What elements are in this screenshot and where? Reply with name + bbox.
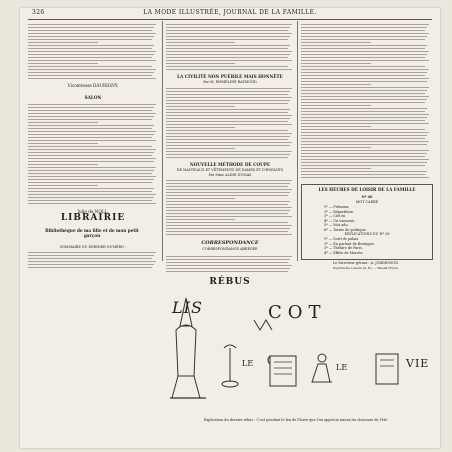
text-line [28,128,152,129]
salon-title: SALON [84,95,102,100]
text-line [28,158,156,159]
text-line [301,102,425,103]
rebus-left-text: LIS [172,298,203,317]
text-line [28,125,154,126]
text-line [28,149,156,150]
text-line [301,171,427,172]
text-line [166,265,292,266]
text-line [28,252,156,253]
text-line [301,135,427,136]
text-line [28,179,154,180]
puzzle-item: 5º — Mot ado. [324,223,349,227]
text-line [28,104,156,105]
puzzle-item: 3º — Théâtre de Paris. [324,246,363,250]
text-line [28,143,98,144]
text-line [166,213,288,214]
column-divider-2 [297,21,298,261]
explication-title: EXPLICATIONS DU Nº 38 [344,232,390,236]
puzzle-item: 3º — Ciel en [324,214,346,218]
text-line [166,121,288,122]
text-line [166,198,235,199]
puzzle-item: 2º — En parlant de Bretagne. [324,241,375,246]
text-line [301,156,425,157]
header-rule [28,19,432,20]
text-line [301,90,427,91]
text-line [166,57,288,58]
text-line [28,264,154,265]
text-line [28,60,156,61]
rebus-small-text-1: LE [242,359,254,368]
text-line [166,30,288,31]
text-line [28,45,154,46]
text-line [301,177,429,178]
text-line [301,147,371,148]
article-1-author: Par M. EMMELINE RAYMOND [203,80,257,84]
text-line [28,113,156,114]
journal-title: LA MODE ILLUSTRÉE, JOURNAL DE LA FAMILLE. [143,9,317,16]
librairie-caption: SOMMAIRE DU DERNIER NUMÉRO : [59,245,127,249]
text-line [28,203,156,204]
text-line [166,118,290,119]
correspondance-subtitle: CORRESPONDANCE ABRÉGÉE [202,247,258,251]
text-line [166,133,292,134]
text-line [166,112,288,113]
text-line [166,97,292,98]
text-line [301,78,429,79]
text-line [301,174,425,175]
puzzle-item: 1º — Prénoms. [324,205,350,209]
puzzle-item: 2º — Répartition. [324,209,354,214]
text-line [166,136,290,137]
text-line [301,96,429,97]
text-line [28,258,152,259]
text-line [28,170,154,171]
text-line [28,182,152,183]
text-line [301,63,371,64]
text-line [28,188,154,189]
text-line [166,148,235,149]
puzzle-item: 4º — Effets de Marsée. [324,250,364,255]
text-line [301,126,371,127]
text-line [301,27,427,28]
text-line [166,100,290,101]
text-line [301,75,425,76]
puzzle-item: 1º — Sorti de palais. [324,237,360,241]
text-line [301,165,425,166]
rebus-center-text: COT [268,302,327,323]
text-line [166,66,288,67]
text-line [28,116,154,117]
text-line [28,176,156,177]
rebus-candle-icon [222,345,238,387]
text-line [301,132,429,133]
text-line [301,93,425,94]
text-line [301,66,425,67]
text-line [301,129,425,130]
text-line [166,225,292,226]
text-line [301,144,427,145]
rebus-seated-figure-icon [312,354,332,382]
text-line [166,115,292,116]
text-line [301,39,425,40]
text-line [28,167,156,168]
text-line [28,75,152,76]
text-line [166,51,292,52]
puzzle-item: 4º — Un vaisseau. [324,218,356,223]
text-line [166,139,288,140]
text-line [301,81,427,82]
text-line [166,94,288,95]
text-line [28,36,154,37]
text-line [301,99,427,100]
text-line [28,152,154,153]
rebus-caption: Explication du dernier rébus : C'est pendant le feu de l'hiver que l'on apprécie mieux les douceurs de l'été. [203,418,389,422]
text-line [301,48,425,49]
text-line [166,48,288,49]
loisirs-title: LES HEURES DE LOISIR DE LA FAMILLE [318,187,416,192]
article-2-subtitle: DE MANTEAUX ET VÊTEMENTS DE DAMES ET D'ENFANTS [176,168,284,172]
text-line [301,138,425,139]
text-line [166,42,235,43]
text-line [301,54,427,55]
text-line [301,57,425,58]
text-line [166,201,290,202]
column-divider-1 [162,21,163,261]
text-line [166,231,288,232]
text-line [166,183,290,184]
text-line [166,106,235,107]
text-line [301,168,371,169]
text-line [301,60,429,61]
text-line [28,267,152,268]
text-line [28,57,152,58]
page-number: 326 [32,9,45,16]
text-line [301,114,429,115]
text-line [166,157,288,158]
text-line [301,141,429,142]
puzzle-item: 6º — Terme de politique. [324,227,367,232]
text-line [301,33,429,34]
text-line [301,150,429,151]
text-line [28,33,156,34]
text-line [28,110,152,111]
text-line [166,124,292,125]
text-line [166,219,235,220]
text-line [28,24,156,25]
text-line [301,123,429,124]
text-line [301,84,371,85]
text-line [166,130,288,131]
signature-1: Vicomtesse DAURIGNY. [67,83,119,88]
text-line [301,111,425,112]
text-line [166,271,288,272]
rebus-right-scroll-icon [376,354,398,384]
text-line [28,69,156,70]
text-line [166,145,290,146]
librairie-title: LIBRAIRIE [60,213,126,223]
text-line [166,45,290,46]
text-line [301,30,425,31]
article-1-title: LA CIVILITÉ NON PUÉRILE MAIS HONNÊTE [177,74,283,79]
text-line [28,42,98,43]
text-line [28,255,154,256]
text-line [28,39,152,40]
article-2-title: NOUVELLE MÉTHODE DE COUPE [189,162,271,167]
text-line [28,191,152,192]
text-line [28,134,154,135]
text-line [166,27,290,28]
text-line [166,36,290,37]
text-line [301,108,427,109]
text-line [28,63,98,64]
text-line [166,63,235,64]
text-line [28,48,152,49]
correspondance-title: CORRESPONDANCE [201,240,259,246]
text-line [28,54,154,55]
text-line [166,228,290,229]
text-line [166,204,288,205]
text-line [166,207,292,208]
text-line [301,45,427,46]
text-line [28,119,152,120]
text-line [28,197,154,198]
imprint: Imprimerie Lahure (S. R.) — Mesnil (Eure). [332,266,400,270]
text-line [166,127,235,128]
text-line [166,268,290,269]
text-line [301,72,427,73]
text-line [28,155,152,156]
text-line [166,24,292,25]
text-line [28,140,156,141]
text-line [166,210,290,211]
text-line [28,30,152,31]
text-line [166,256,292,257]
text-line [28,51,156,52]
text-line [28,200,152,201]
text-line [166,189,292,190]
text-line [28,164,98,165]
text-line [166,195,288,196]
text-line [166,262,288,263]
text-line [166,91,290,92]
text-line [166,234,292,235]
text-line [166,180,292,181]
librairie-sub: Bibliothèque de ma fille et de mon petit garçon [45,228,139,238]
text-line [28,146,152,147]
article-2-author: Par Mme ALINE DUMAS [208,173,252,177]
text-line [28,107,154,108]
text-line [166,88,292,89]
text-line [166,259,290,260]
text-line [166,109,290,110]
text-line [28,137,152,138]
text-line [301,159,429,160]
text-line [28,122,98,123]
rebus-scroll-icon [268,356,296,386]
text-line [166,142,292,143]
text-line [166,103,288,104]
rebus-title: RÉBUS [209,277,251,287]
loisirs-subtitle: MOT CARRÉ [355,200,379,204]
text-line [166,54,290,55]
text-line [301,153,427,154]
text-line [28,78,156,79]
text-line [301,69,429,70]
newspaper-sheet [20,8,440,448]
text-line [301,120,425,121]
text-line [301,117,427,118]
text-line [301,162,427,163]
rebus-right-text: VIE [406,357,430,370]
text-line [166,69,292,70]
text-line [301,105,371,106]
text-line [166,151,292,152]
text-line [301,36,427,37]
text-line [28,194,156,195]
text-line [28,173,152,174]
text-line [28,261,156,262]
text-line [28,66,152,67]
text-line [28,72,154,73]
director-signature: Le Directeur-gérant : A. JORDENSON. [332,261,400,265]
text-line [28,131,156,132]
text-line [28,27,154,28]
loisirs-box [301,184,433,260]
text-line [28,161,154,162]
text-line [301,24,429,25]
text-line [301,87,429,88]
text-line [301,51,429,52]
text-line [166,60,292,61]
text-line [166,222,288,223]
rebus-small-text-2: LE [336,363,348,372]
text-line [301,42,371,43]
text-line [166,39,288,40]
text-line [166,192,290,193]
text-line [28,185,98,186]
loisirs-number: Nº 40 [361,195,373,199]
text-line [166,33,292,34]
signature-2: Julie de NOLL. [77,209,109,214]
text-line [166,186,288,187]
text-line [166,216,292,217]
text-line [166,154,290,155]
